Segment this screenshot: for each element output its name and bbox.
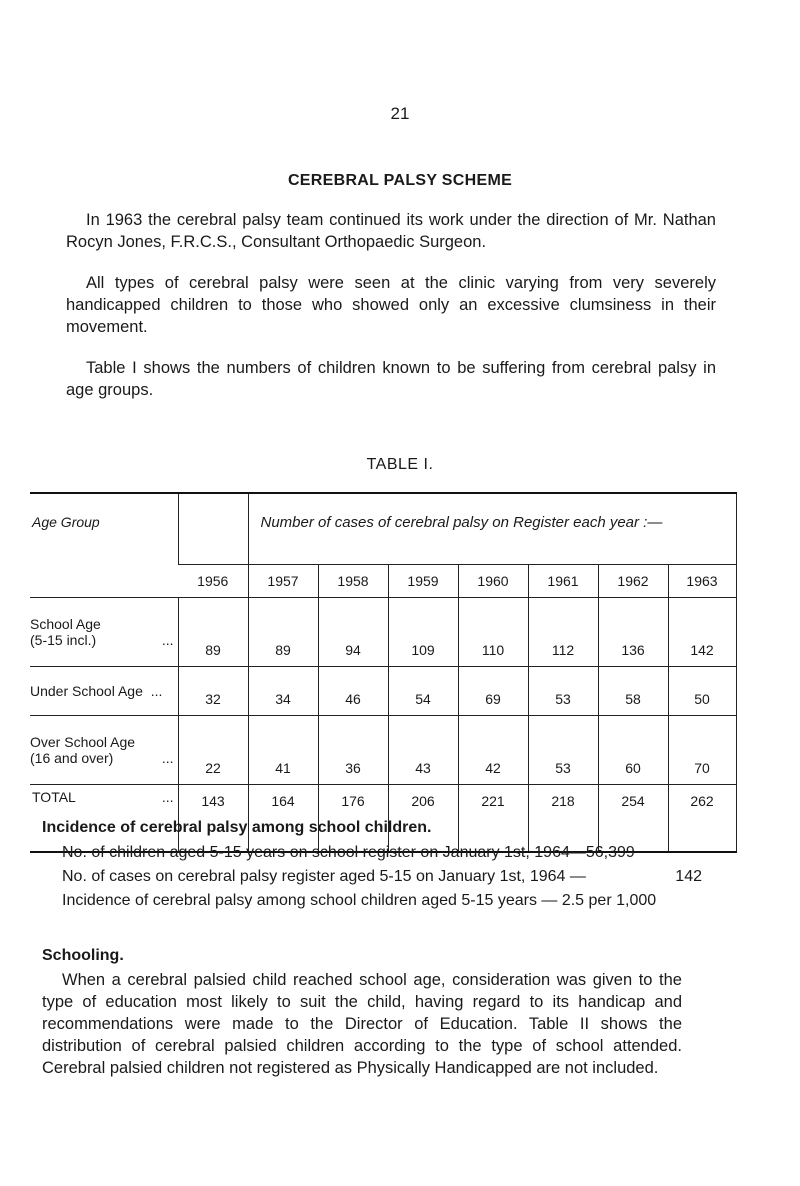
schooling-paragraph: When a cerebral palsied child reached school age, consideration was given to the type of education most likely to suit the child, having regard to its handicap and recommendations were made to the Director of Education. Table II shows the distribution of cerebral palsied children according to the type of school attended. Cerebral palsied children not registered as Physically Handicapped are not included. — [42, 971, 682, 1077]
row-label-line: (5-15 incl.) — [30, 632, 97, 648]
year-header: 1959 — [388, 565, 458, 598]
table-caption: TABLE I. — [366, 456, 434, 473]
year-header: 1963 — [668, 565, 736, 598]
row-label-line: (16 and over) — [30, 750, 114, 766]
table-cell: 53 — [528, 716, 598, 785]
row-label — [30, 667, 178, 716]
row-label-line: School Age — [30, 616, 101, 632]
leader-dots: ... — [150, 683, 163, 699]
year-header: 1957 — [248, 565, 318, 598]
table-cell: 36 — [318, 716, 388, 785]
table-cell: 42 — [458, 716, 528, 785]
incidence-line-value: 142 — [675, 868, 702, 885]
page-number: 21 — [390, 104, 410, 123]
table-header-row — [30, 493, 736, 565]
table-row — [30, 667, 736, 716]
table-cell: 34 — [248, 667, 318, 716]
incidence-line-text: No. of cases on cerebral palsy register aged 5-15 on January 1st, 1964 — — [62, 868, 586, 885]
table-cell: 136 — [598, 598, 668, 667]
table-cell: 262 — [668, 785, 736, 853]
table-cell: 206 — [388, 785, 458, 853]
table-row — [30, 716, 736, 785]
clinic-paragraph: All types of cerebral palsy were seen at the clinic varying from very severely handicapped children to those who showed only an excessive clumsiness in their movement. — [66, 274, 716, 336]
table-cell: 54 — [388, 667, 458, 716]
incidence-line: Incidence of cerebral palsy among school children aged 5-15 years — 2.5 per 1,000 — [62, 892, 657, 909]
header-blank-cell — [178, 493, 248, 565]
table-cell: 60 — [598, 716, 668, 785]
table-cell: 89 — [178, 598, 248, 667]
table-cell: 142 — [668, 598, 736, 667]
table-cell: 164 — [248, 785, 318, 853]
table-cell: 221 — [458, 785, 528, 853]
year-header: 1961 — [528, 565, 598, 598]
table-cell: 218 — [528, 785, 598, 853]
table-cell: 110 — [458, 598, 528, 667]
table-cell: 58 — [598, 667, 668, 716]
incidence-line: No. of children aged 5-15 years on school register on January 1st, 1964—56,399 — [62, 844, 635, 861]
year-header: 1960 — [458, 565, 528, 598]
year-header: 1958 — [318, 565, 388, 598]
schooling-heading: Schooling. — [42, 947, 124, 964]
section-title: CEREBRAL PALSY SCHEME — [287, 172, 513, 189]
intro-paragraph: In 1963 the cerebral palsy team continued its work under the direction of Mr. Nathan Rocyn Jones, F.R.C.S., Consultant Orthopaedic Surgeon. — [66, 211, 716, 251]
year-header: 1956 — [178, 565, 248, 598]
year-header: 1962 — [598, 565, 668, 598]
table-cell: 53 — [528, 667, 598, 716]
table-cell: 41 — [248, 716, 318, 785]
table-cell: 50 — [668, 667, 736, 716]
table-cell: 112 — [528, 598, 598, 667]
table-cell: 32 — [178, 667, 248, 716]
table-cell: 143 — [178, 785, 248, 853]
table-cell: 43 — [388, 716, 458, 785]
table-cell: 94 — [318, 598, 388, 667]
row-label-line: Under School Age — [30, 683, 143, 699]
leader-dots: ... — [161, 632, 174, 648]
table-cell: 70 — [668, 716, 736, 785]
register-count-header: Number of cases of cerebral palsy on Register each year :— — [248, 493, 736, 565]
row-label — [30, 716, 178, 785]
table-intro-paragraph: Table I shows the numbers of children known to be suffering from cerebral palsy in age groups. — [66, 359, 716, 399]
table-cell: 109 — [388, 598, 458, 667]
incidence-line — [62, 867, 702, 887]
leader-dots: ... — [161, 750, 174, 766]
table-cell: 22 — [178, 716, 248, 785]
table-row — [30, 598, 736, 667]
row-label-line: TOTAL — [32, 789, 76, 805]
cerebral-palsy-register-table — [30, 492, 737, 853]
incidence-heading: Incidence of cerebral palsy among school children. — [42, 819, 432, 836]
row-label — [30, 598, 178, 667]
row-label-line: Over School Age — [30, 734, 136, 750]
table-cell: 89 — [248, 598, 318, 667]
age-group-header: Age Group — [32, 514, 100, 530]
table-cell: 46 — [318, 667, 388, 716]
table-cell: 176 — [318, 785, 388, 853]
leader-dots: ... — [161, 789, 174, 805]
table-cell: 254 — [598, 785, 668, 853]
table-cell: 69 — [458, 667, 528, 716]
